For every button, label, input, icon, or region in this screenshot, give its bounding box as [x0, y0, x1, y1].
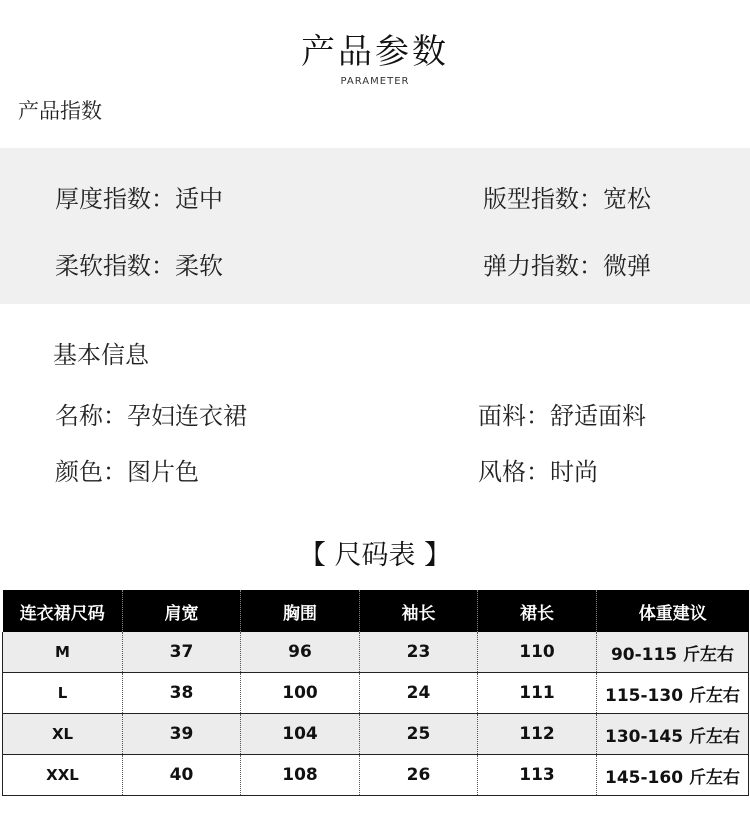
table-cell: 90-115 斤左右: [597, 632, 749, 673]
product-style: 风格：时尚: [478, 458, 598, 486]
table-cell: 96: [241, 632, 360, 673]
page-subtitle: PARAMETER: [340, 76, 410, 87]
thickness-index: 厚度指数：适中: [55, 185, 223, 213]
product-index-heading: 产品指数: [18, 99, 102, 123]
size-cell: XXL: [3, 755, 123, 796]
table-row: [3, 632, 749, 673]
product-name: 名称：孕妇连衣裙: [55, 402, 247, 430]
table-cell: 145-160 斤左右: [597, 755, 749, 796]
table-cell: 38: [123, 673, 241, 714]
page-title: 产品参数: [301, 32, 449, 72]
table-cell: 37: [123, 632, 241, 673]
elasticity-index: 弹力指数：微弹: [483, 252, 651, 280]
table-cell: 40: [123, 755, 241, 796]
column-header: 体重建议: [597, 590, 749, 632]
size-cell: L: [3, 673, 123, 714]
table-cell: 130-145 斤左右: [597, 714, 749, 755]
product-color: 颜色：图片色: [55, 458, 199, 486]
column-header: 袖长: [360, 590, 478, 632]
softness-index: 柔软指数：柔软: [55, 252, 223, 280]
size-chart-header-row: [3, 590, 749, 632]
column-header: 裙长: [478, 590, 597, 632]
table-cell: 110: [478, 632, 597, 673]
column-header: 胸围: [241, 590, 360, 632]
table-cell: 108: [241, 755, 360, 796]
table-cell: 104: [241, 714, 360, 755]
table-cell: 39: [123, 714, 241, 755]
table-row: [3, 714, 749, 755]
size-cell: M: [3, 632, 123, 673]
table-cell: 100: [241, 673, 360, 714]
product-fabric: 面料：舒适面料: [478, 402, 646, 430]
table-cell: 112: [478, 714, 597, 755]
table-cell: 113: [478, 755, 597, 796]
table-cell: 24: [360, 673, 478, 714]
size-chart-heading: 【 尺码表 】: [298, 540, 452, 571]
table-cell: 111: [478, 673, 597, 714]
table-cell: 115-130 斤左右: [597, 673, 749, 714]
basic-info-heading: 基本信息: [53, 341, 149, 369]
table-cell: 23: [360, 632, 478, 673]
size-cell: XL: [3, 714, 123, 755]
size-chart-table: [2, 590, 749, 796]
column-header: 肩宽: [123, 590, 241, 632]
table-row: [3, 755, 749, 796]
table-row: [3, 673, 749, 714]
table-cell: 25: [360, 714, 478, 755]
fit-index: 版型指数：宽松: [483, 185, 651, 213]
table-cell: 26: [360, 755, 478, 796]
column-header: 连衣裙尺码: [3, 590, 123, 632]
